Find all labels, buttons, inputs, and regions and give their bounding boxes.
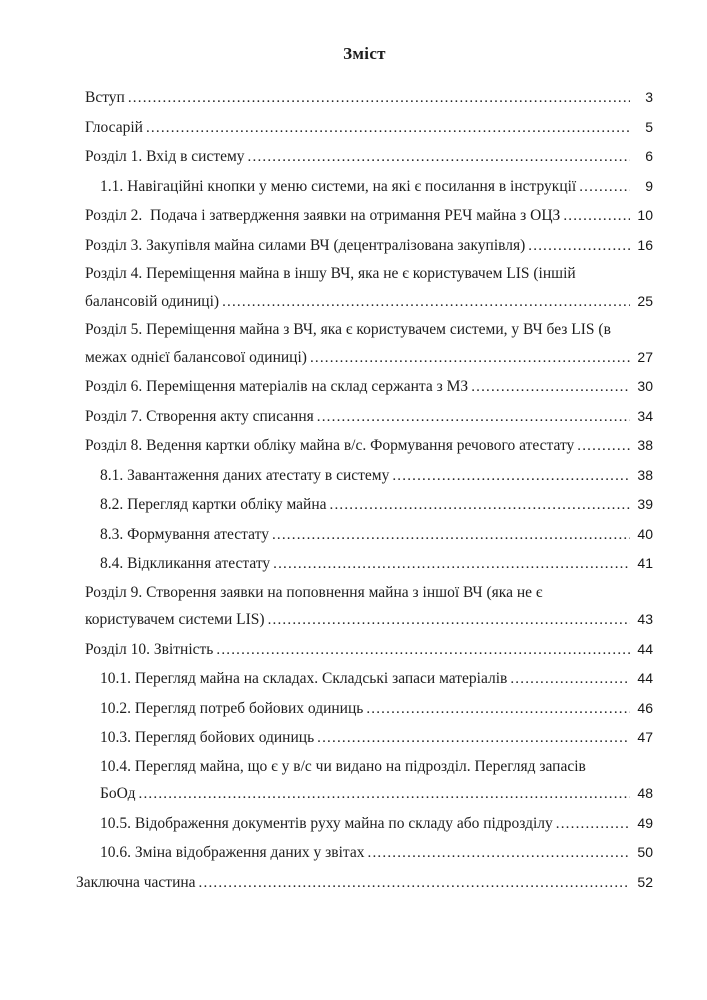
toc-page-number: 48 — [637, 785, 653, 801]
toc-entry-label: Розділ 2. Подача і затвердження заявки на отримання РЕЧ майна з ОЦЗ — [85, 207, 561, 224]
toc-dot-leader — [577, 433, 630, 460]
toc-entry[interactable] — [85, 403, 653, 431]
toc-dot-leader — [310, 345, 630, 372]
toc-entry-label: користувачем системи LIS) — [85, 611, 265, 628]
toc-entry-label: Розділ 3. Закупівля майна силами ВЧ (децентралізована закупівля) — [85, 236, 526, 254]
toc-dot-leader — [273, 551, 630, 578]
toc-entry-label: Розділ 10. Звітність — [85, 640, 214, 658]
toc-dot-leader — [199, 870, 630, 897]
toc-entry[interactable] — [85, 202, 653, 230]
toc-entry-line — [85, 202, 653, 230]
toc-entry-line — [85, 403, 653, 431]
toc-entry-line — [100, 839, 653, 867]
toc-dot-leader — [248, 144, 630, 171]
toc-entry-label: Розділ 4. Переміщення майна в іншу ВЧ, яка не є користувачем LIS (іншій — [85, 265, 576, 282]
toc-page-number: 25 — [637, 292, 653, 309]
toc-entry-line — [76, 869, 653, 897]
toc-entry-label: Заключна частина — [76, 873, 196, 891]
toc-page-number: 38 — [637, 466, 653, 483]
toc-dot-leader — [528, 233, 630, 260]
toc-entry-line — [100, 754, 653, 781]
toc-page-number: 9 — [645, 177, 653, 194]
toc-entry-line — [85, 580, 653, 607]
toc-page-number: 41 — [637, 555, 653, 571]
toc-entry-label: Глосарій — [85, 118, 143, 136]
toc-entry-line — [100, 521, 653, 549]
toc-entry-line — [100, 462, 653, 490]
toc-entry[interactable] — [85, 636, 653, 664]
toc-entry-line — [100, 724, 653, 752]
toc-dot-leader — [128, 85, 630, 112]
toc-entry-label: БоОд — [100, 785, 136, 802]
toc-entry-line — [85, 373, 653, 401]
toc-entry-label: 10.3. Перегляд бойових одиниць — [100, 729, 315, 746]
toc-page-number: 6 — [645, 148, 653, 164]
toc-entry[interactable] — [100, 754, 653, 808]
toc-page-number: 10 — [637, 207, 653, 223]
toc-entry-line — [85, 636, 653, 664]
toc-entry[interactable] — [85, 580, 653, 634]
toc-dot-leader — [563, 203, 630, 230]
toc-page-number: 38 — [637, 437, 653, 453]
toc-entry[interactable] — [76, 869, 653, 897]
toc-dot-leader — [216, 637, 630, 664]
toc-dot-leader — [392, 463, 630, 490]
toc-entry-line — [100, 780, 653, 808]
toc-entry[interactable] — [100, 724, 653, 752]
toc-entry-label: Розділ 7. Створення акту списання — [85, 407, 314, 425]
toc-page-number: 47 — [637, 729, 653, 745]
toc-entry-line — [85, 261, 653, 288]
toc-entry-label: 10.5. Відображення документів руху майна по складу або підрозділу — [100, 814, 553, 832]
table-of-contents — [76, 84, 653, 896]
toc-dot-leader — [510, 666, 630, 693]
toc-dot-leader — [579, 174, 630, 201]
toc-entry[interactable] — [100, 810, 653, 838]
toc-entry-line — [100, 810, 653, 838]
toc-page-number: 52 — [637, 873, 653, 890]
toc-entry[interactable] — [100, 665, 653, 693]
toc-entry[interactable] — [85, 261, 653, 315]
toc-entry-line — [85, 432, 653, 460]
toc-entry-label: Розділ 9. Створення заявки на поповнення майна з іншої ВЧ (яка не є — [85, 583, 543, 601]
toc-entry-label: Розділ 5. Переміщення майна з ВЧ, яка є користувачем системи, у ВЧ без LIS (в — [85, 321, 611, 338]
toc-page-number: 34 — [637, 407, 653, 424]
toc-dot-leader — [146, 115, 630, 142]
toc-entry-line — [100, 173, 653, 201]
toc-dot-leader — [317, 404, 630, 431]
toc-entry-label: 10.4. Перегляд майна, що є у в/с чи видано на підрозділ. Перегляд запасів — [100, 757, 586, 775]
toc-entry-line — [100, 665, 653, 693]
toc-entry-label: Вступ — [85, 89, 125, 106]
toc-entry-label: 8.4. Відкликання атестату — [100, 555, 271, 572]
toc-dot-leader — [268, 607, 630, 634]
toc-entry-label: Розділ 6. Переміщення матеріалів на склад сержанта з МЗ — [85, 378, 469, 395]
toc-entry[interactable] — [100, 491, 653, 519]
toc-entry[interactable] — [100, 550, 653, 578]
page-title: Зміст — [343, 44, 386, 63]
toc-dot-leader — [330, 492, 631, 519]
toc-entry-label: 8.3. Формування атестату — [100, 525, 269, 543]
toc-dot-leader — [556, 811, 630, 838]
toc-entry-line — [100, 550, 653, 578]
toc-entry-label: Розділ 1. Вхід в систему — [85, 148, 245, 165]
toc-entry-label: 10.6. Зміна відображення даних у звітах — [100, 844, 365, 861]
toc-page-number: 16 — [637, 236, 653, 253]
toc-entry[interactable] — [85, 114, 653, 142]
toc-page-number: 43 — [637, 611, 653, 627]
toc-entry-line — [100, 695, 653, 723]
toc-entry-line — [85, 606, 653, 634]
toc-entry[interactable] — [100, 695, 653, 723]
toc-entry[interactable] — [100, 521, 653, 549]
toc-entry[interactable] — [85, 432, 653, 460]
toc-entry-label: балансовій одиниці) — [85, 292, 220, 310]
toc-entry-line — [85, 143, 653, 171]
toc-entry-line — [85, 84, 653, 112]
toc-page-number: 39 — [637, 496, 653, 512]
toc-entry-label: 8.2. Перегляд картки обліку майна — [100, 496, 327, 513]
toc-entry[interactable] — [100, 839, 653, 867]
toc-page-number: 40 — [637, 525, 653, 542]
toc-entry-line — [85, 232, 653, 260]
toc-entry-line — [85, 288, 653, 316]
toc-entry-label: 8.1. Завантаження даних атестату в систему — [100, 466, 390, 484]
toc-page-number: 46 — [637, 699, 653, 716]
toc-entry[interactable] — [85, 84, 653, 112]
toc-page-number: 27 — [637, 348, 653, 365]
toc-entry-line — [85, 114, 653, 142]
toc-entry[interactable] — [85, 317, 653, 371]
toc-entry-line — [85, 344, 653, 372]
toc-page-number: 3 — [645, 89, 653, 105]
toc-page-number: 30 — [637, 378, 653, 394]
toc-dot-leader — [222, 289, 630, 316]
toc-entry-label: 10.1. Перегляд майна на складах. Складські запаси матеріалів — [100, 670, 508, 687]
toc-entry-line — [85, 317, 653, 344]
toc-entry[interactable] — [100, 462, 653, 490]
toc-page-number: 44 — [637, 670, 653, 686]
toc-page-number: 50 — [637, 844, 653, 860]
toc-dot-leader — [366, 696, 630, 723]
toc-entry[interactable] — [85, 232, 653, 260]
toc-dot-leader — [272, 522, 630, 549]
toc-page-number: 5 — [645, 118, 653, 135]
toc-dot-leader — [471, 374, 630, 401]
toc-entry[interactable] — [85, 143, 653, 171]
toc-entry-label: Розділ 8. Ведення картки обліку майна в/с. Формування речового атестату — [85, 437, 575, 454]
toc-page-number: 49 — [637, 814, 653, 831]
toc-dot-leader — [368, 840, 630, 867]
toc-entry-label: межах однієї балансової одиниці) — [85, 348, 307, 366]
toc-entry-label: 1.1. Навігаційні кнопки у меню системи, на які є посилання в інструкції — [100, 177, 577, 195]
toc-entry-label: 10.2. Перегляд потреб бойових одиниць — [100, 699, 364, 717]
toc-dot-leader — [139, 781, 630, 808]
toc-entry[interactable] — [85, 373, 653, 401]
toc-entry[interactable] — [100, 173, 653, 201]
toc-dot-leader — [317, 725, 630, 752]
toc-entry-line — [100, 491, 653, 519]
toc-page-number: 44 — [637, 640, 653, 657]
